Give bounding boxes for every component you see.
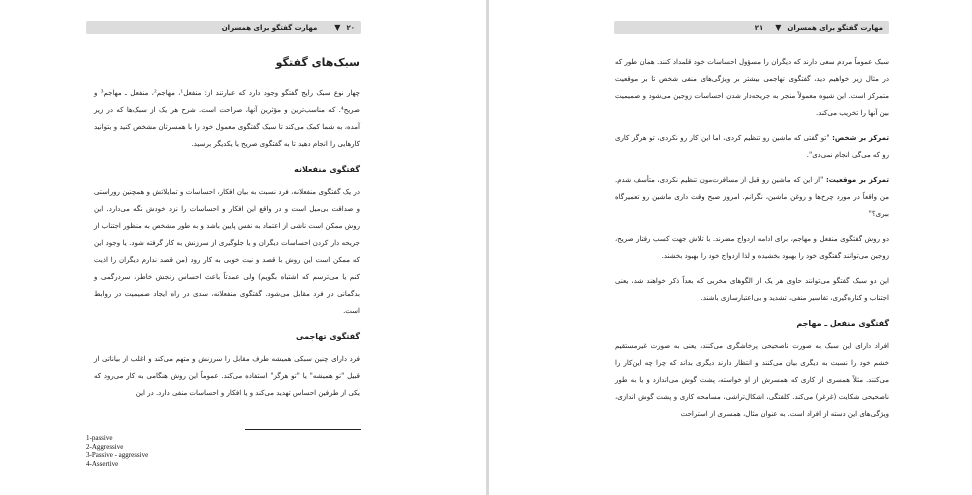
- section-body-passive: در یک گفتگوی منفعلانه، فرد نسبت به بیان افکار، احساسات و تمایلاتش و همچنین روراستی و صداقت بی‌میل است و در واقع این افکار و احساسات را نزد خودش نگه می‌دارد. این روش ممکن است ناشی از اعتماد به نفس پایین باشد و به طور مشخص به منظور اجتناب از جریحه دار کردن احساسات دیگران و یا جلوگیری از سرزنش به کار گرفته شود. یا وجود این که ممکن است این روش با قصد و نیت خوبی به کار رود (من قصد ندارم دیگران را اذیت کنم یا می‌ترسم که اشتباه بگویم) ولی عمدتاً باعث احساس رنجش خاطر، سردرگمی و بدگمانی در فرد مقابل می‌شود. گفتگوی منفعلانه، سدی در راه ایجاد صمیمیت در روابط است.: [94, 188, 360, 315]
- left-page-number: ۲۰: [346, 23, 355, 32]
- section-title-passive: گفتگوی منفعلانه: [294, 165, 360, 174]
- paragraph-1: سبک عموماً مردم سعی دارند که دیگران را مسؤول احساسات خود قلمداد کنند. همان طور که در مثال زیر خواهیم دید، گفتگوی تهاجمی بیشتر بر ویژگی‌های منفی شخص تا بر موقعیت متمرکز است. این شیوه معمولاً منجر به جریحه‌دار شدن احساسات زوجین می‌شود و صمیمیت بین آنها را تخریب می‌کند.: [615, 58, 889, 117]
- example-situation-label: تمرکز بر موقعیت:: [825, 176, 889, 184]
- right-page-body: [615, 54, 889, 431]
- left-page-body: [94, 46, 360, 410]
- right-page-number: ۲۱: [754, 23, 764, 32]
- left-header-title: مهارت گفتگو برای همسران: [221, 23, 318, 32]
- section-title-passive-aggressive: گفتگوی منفعل ـ مهاجم: [796, 319, 889, 328]
- example-person-label: تمرکز بر شخص:: [832, 134, 889, 142]
- footnote-3: 3-Passive - aggressive: [86, 451, 149, 459]
- intro-paragraph: چهار نوع سبک رایج گفتگو وجود دارد که عبارتند از: منفعل¹، مهاجم²، منفعل ـ مهاجم³ و صریح⁴. که مناسب‌ترین و مؤثرین آنها، صراحت است. شرح هر یک از سبک‌ها که در زیر آمده، به شما کمک می‌کند تا سبک گفتگوی معمول خود را با همسرتان مشخص کنید و بتوانید کارهایی را انجام دهید تا به گفتگوی صریح یا یکدیگر برسید.: [94, 89, 361, 148]
- right-header-title: مهارت گفتگو برای همسران: [787, 23, 883, 32]
- right-page-header: [614, 21, 889, 34]
- paragraph-2: دو روش گفتگوی منفعل و مهاجم، برای ادامه ازدواج مضرند. با تلاش جهت کسب رفتار صریح، زوجین می‌توانند گفتگوی خود را بهبود بخشیده و لذا ازدواج خود را بهبود بخشند.: [615, 235, 889, 260]
- example-person-text: "تو گفتی که ماشین رو تنظیم کردی، اما این کار رو نکردی، تو هرگز کاری رو که می‌گی انجام نمی‌دی".: [615, 134, 889, 159]
- left-page-header: [86, 21, 361, 34]
- section-title-aggressive: گفتگوی تهاجمی: [296, 332, 360, 341]
- section-body-passive-aggressive: افراد دارای این سبک به صورت ناصحیحی پرخاشگری می‌کنند، یعنی به صورت غیرمستقیم خشم خود را نسبت به دیگری بیان می‌کنند و انتظار دارند دیگری بداند که چرا چه این‌کار را می‌کنند. مثلاً همسری از کاری که همسرش از او خواسته، پشت گوش می‌اندازد و یا به طور ناصحیحی شکایت (غرغر) می‌کند. کلفتگی، اشکال‌تراشی، مسامحه کاری و پشت گوش اندازی، ویژگی‌های این دسته از افراد است. به عنوان مثال، همسری از استراحت: [615, 342, 889, 418]
- example-situation-text: "از این که ماشین رو قبل از مسافرت‌مون تنظیم نکردی، متأسف شدم. من واقعاً در مورد چرخ‌ها و روغن ماشین، نگرانم. امروز صبح وقت داری ماشین رو تعمیرگاه ببری؟": [615, 176, 889, 218]
- paragraph-3: این دو سبک گفتگو می‌توانند حاوی هر یک از الگوهای مخربی که بعداً ذکر خواهند شد، یعنی اجتناب و کناره‌گیری، تفاسیر منفی، تشدید و بی‌اعتبارسازی باشند.: [615, 277, 889, 302]
- triangle-down-icon: ▼: [334, 23, 341, 32]
- footnote-divider: [245, 429, 361, 430]
- footnote-2: 2-Aggressive: [86, 442, 124, 451]
- chapter-heading: سبک‌های گفتگو: [275, 56, 360, 69]
- triangle-down-icon: ▼: [775, 23, 782, 32]
- footnote-4: 4-Assertive: [86, 459, 119, 468]
- example-person: [615, 130, 889, 164]
- footnote-1: 1-passive: [86, 434, 113, 442]
- footnotes: [86, 434, 286, 468]
- section-body-aggressive: فرد دارای چنین سبکی همیشه طرف مقابل را سرزنش و متهم می‌کند و اغلب از بیاناتی از قبیل "تو همیشه" یا "تو هرگز" استفاده می‌کند. عموماً این روش هنگامی به کار می‌رود که یکی از طرفین احساس تهدید می‌کند و یا افکار و احساسات منفی دارد. در این: [94, 355, 360, 397]
- example-situation: [615, 172, 889, 223]
- right-page: [489, 0, 972, 495]
